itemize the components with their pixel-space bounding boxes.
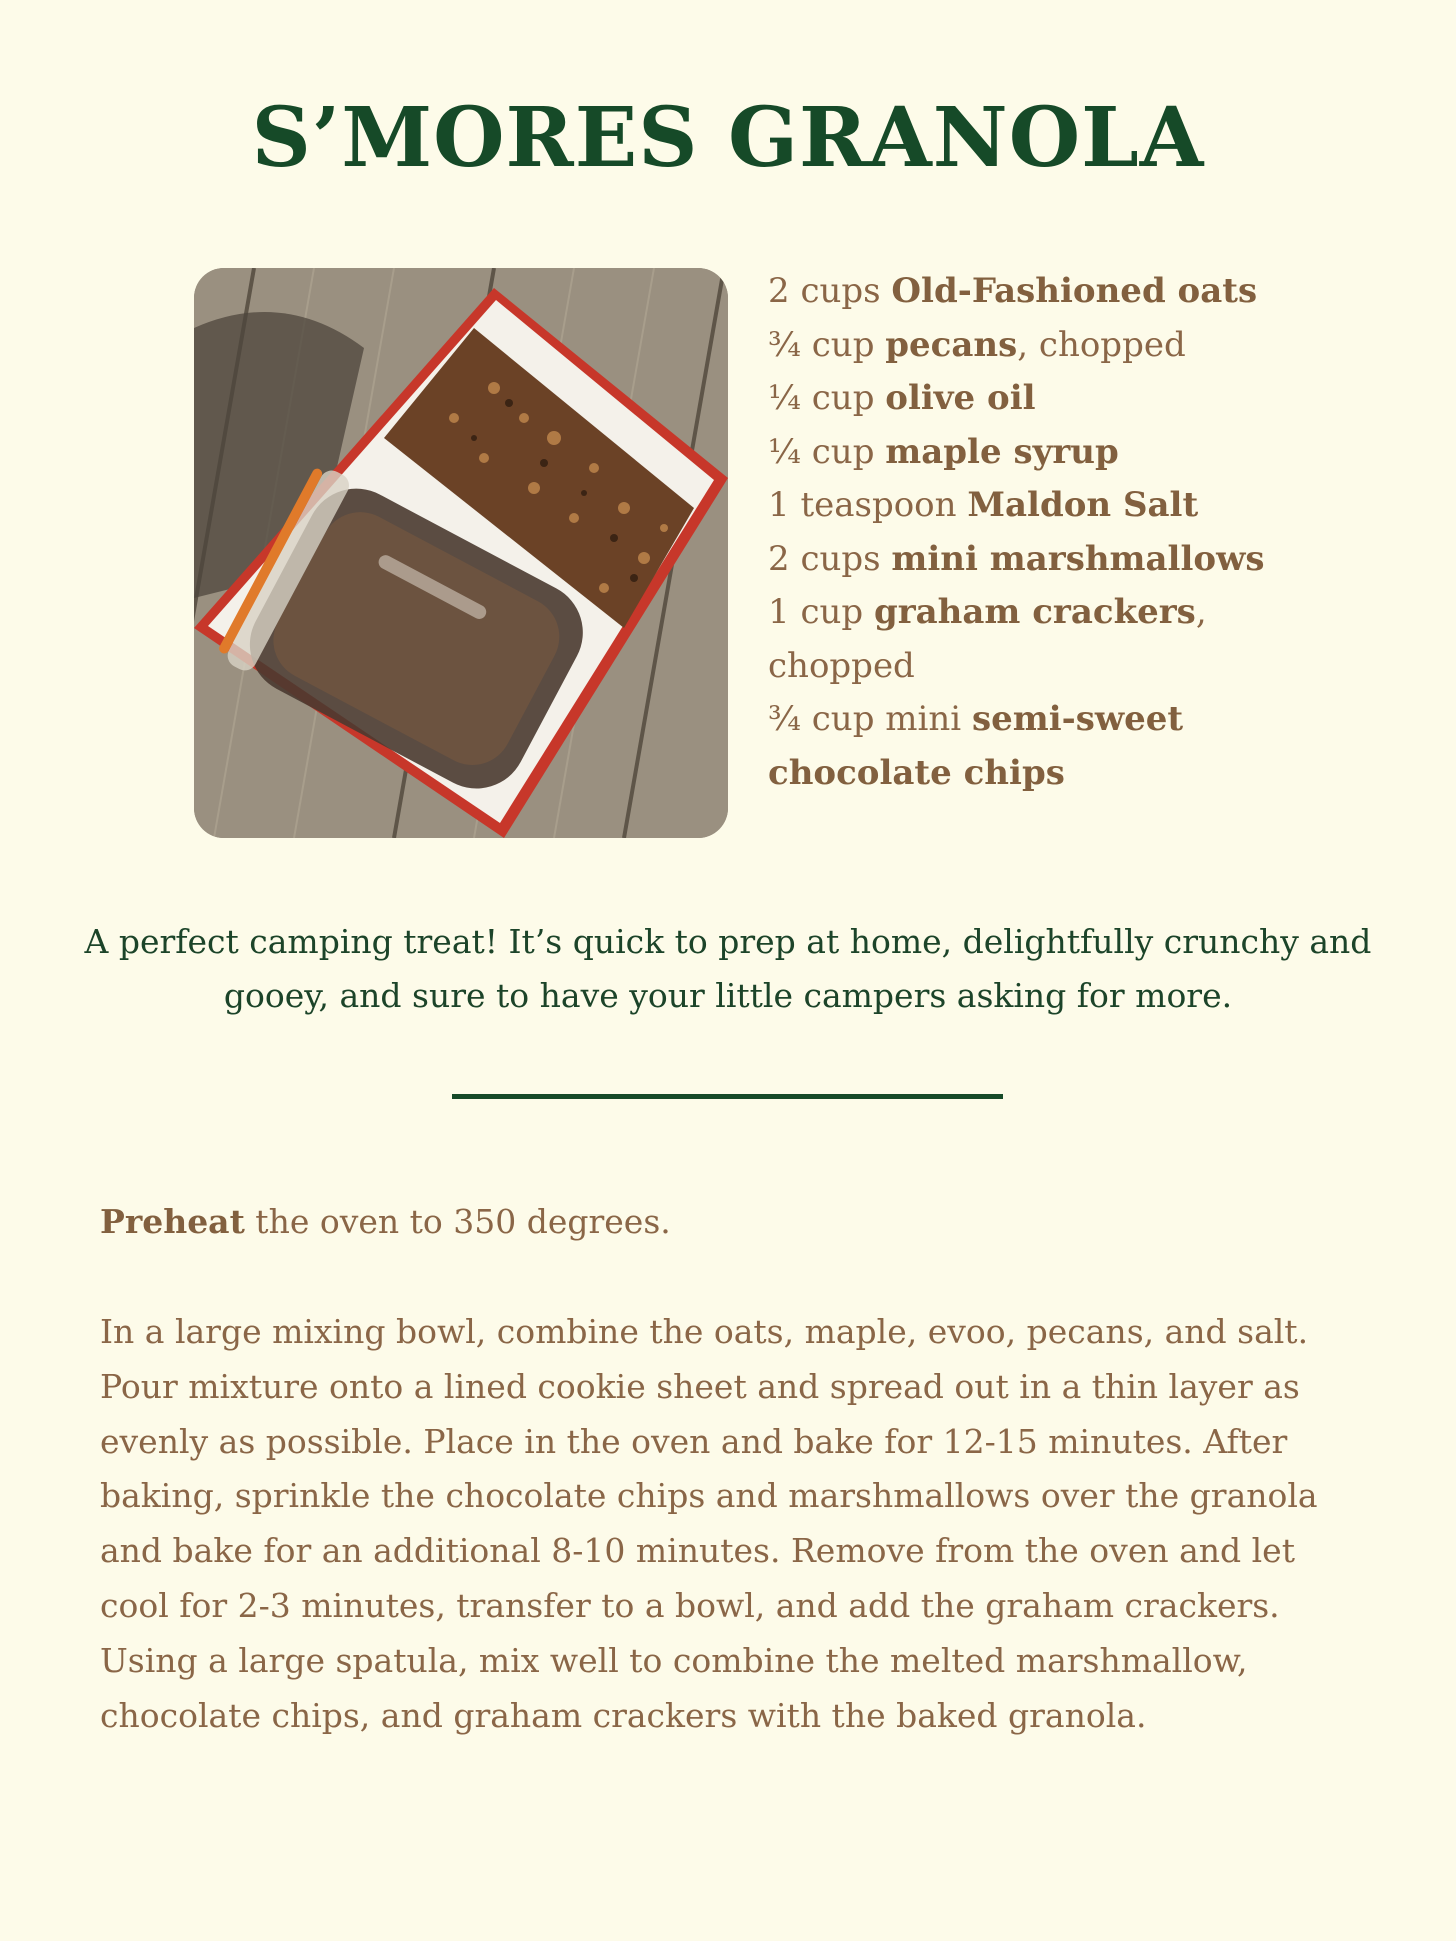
ingredient-item: ¾ cup mini semi-sweet chocolate chips	[768, 699, 1184, 793]
ingredient-item: ¼ cup olive oil	[768, 378, 1036, 418]
granola-photo	[194, 268, 728, 838]
ingredient-item: 1 teaspoon Maldon Salt	[768, 485, 1199, 525]
ingredient-item: ¼ cup maple syrup	[768, 431, 1119, 472]
ingredient-item: 1 cup graham crackers, chopped	[768, 592, 1207, 686]
ingredient-list	[768, 265, 1288, 800]
ingredient-item: 2 cups Old-Fashioned oats	[768, 271, 1258, 311]
ingredient-item: ¾ cup pecans, chopped	[768, 324, 1186, 365]
recipe-intro: A perfect camping treat! It’s quick to prep at home, delightfully crunchy and gooey, and sure to have your little campers asking for more.	[84, 922, 1372, 1015]
section-divider	[452, 1094, 1003, 1099]
instruction-step: Preheat the oven to 350 degrees.	[100, 1202, 671, 1241]
ingredient-item: 2 cups mini marshmallows	[768, 538, 1265, 579]
instruction-step: In a large mixing bowl, combine the oats, maple, evoo, pecans, and salt. Pour mixture onto a lined cookie sheet and spread out in a thin layer as evenly as possible. Place in the oven and bake for 12-15 minutes. After baking, sprinkle the chocolate chips and marshmallows over the granola and bake for an additional 8-10 minutes. Remove from the oven and let cool for 2-3 minutes, transfer to a bowl, and add the graham crackers. Using a large spatula, mix well to combine the melted marshmallow, chocolate chips, and graham crackers with the baked granola.	[100, 1312, 1318, 1735]
recipe-title: S’MORES GRANOLA	[251, 90, 1205, 186]
